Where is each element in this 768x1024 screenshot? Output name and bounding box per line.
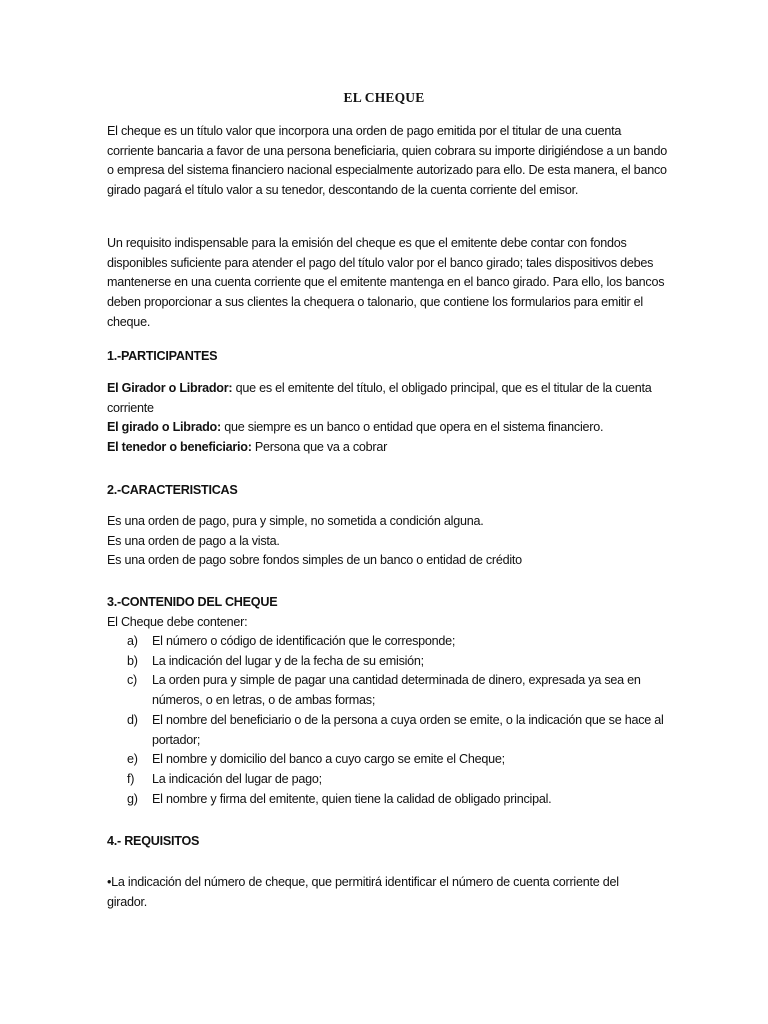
- list-marker: b): [127, 653, 138, 668]
- contenido-list: [107, 632, 667, 809]
- caracteristica-line: Es una orden de pago a la vista.: [107, 533, 280, 548]
- caracteristicas-heading: 2.-CARACTERISTICAS: [107, 483, 238, 497]
- participante-term: El tenedor o beneficiario:: [107, 440, 252, 455]
- contenido-item-text: El nombre del beneficiario o de la persona a cuya orden se emite, o la indicación que se hace al portador;: [152, 712, 664, 747]
- list-marker: d): [127, 712, 138, 727]
- contenido-item: [107, 711, 667, 750]
- participante-term: El Girador o Librador:: [107, 381, 233, 395]
- contenido-item: [107, 632, 667, 652]
- participantes-heading: 1.-PARTICIPANTES: [107, 349, 218, 363]
- contenido-item-text: La orden pura y simple de pagar una cantidad determinada de dinero, expresada ya sea en números, o en letras, o de ambas formas;: [152, 673, 641, 708]
- document-title: EL CHEQUE: [343, 90, 425, 105]
- contenido-item-text: El nombre y domicilio del banco a cuyo cargo se emite el Cheque;: [152, 752, 505, 767]
- contenido-intro: El Cheque debe contener:: [107, 615, 248, 629]
- contenido-item: [107, 671, 667, 710]
- bullet-icon: •: [107, 875, 112, 889]
- caracteristica-line: Es una orden de pago sobre fondos simples de un banco o entidad de crédito: [107, 553, 522, 568]
- contenido-item-text: La indicación del lugar y de la fecha de su emisión;: [152, 653, 424, 668]
- participante-desc: que siempre es un banco o entidad que opera en el sistema financiero.: [220, 420, 604, 435]
- participante-term: El girado o Librado:: [107, 420, 221, 435]
- contenido-item-text: La indicación del lugar de pago;: [152, 771, 322, 786]
- contenido-item: [107, 790, 667, 810]
- caracteristicas-list: [107, 512, 667, 571]
- participantes-list: [107, 379, 667, 458]
- contenido-item-text: El nombre y firma del emitente, quien tiene la calidad de obligado principal.: [152, 791, 552, 806]
- contenido-heading: 3.-CONTENIDO DEL CHEQUE: [107, 595, 278, 609]
- contenido-item: [107, 770, 667, 790]
- list-marker: c): [127, 673, 137, 688]
- participante-desc: Persona que va a cobrar: [251, 440, 388, 455]
- participante-tenedor: [107, 438, 667, 458]
- participante-girador: [107, 379, 667, 418]
- contenido-item: [107, 652, 667, 672]
- intro-paragraph-2: Un requisito indispensable para la emisión del cheque es que el emitente debe contar con fondos disponibles suficiente para atender el pago del título valor por el banco girado; tales dispositivos debes mantenerse en una cuenta corriente que el emitente mantenga en el banco girado. Para ello, los bancos deben proporcionar a sus clientes la chequera o talonario, que contiene los formularios para emitir el cheque.: [107, 236, 665, 329]
- participante-desc: que es el emitente del título, el obligado principal, que es el titular de la cuenta corriente: [107, 381, 652, 415]
- requisitos-heading: 4.- REQUISITOS: [107, 834, 200, 848]
- caracteristica-line: Es una orden de pago, pura y simple, no sometida a condición alguna.: [107, 514, 484, 528]
- intro-paragraph-1: El cheque es un título valor que incorpora una orden de pago emitida por el titular de una cuenta corriente bancaria a favor de una persona beneficiaria, quien cobrara su importe dirigiéndose a un bando o empresa del sistema financiero nacional especialmente autorizado para ello. De esta manera, el banco girado pagará el título valor a su tenedor, descontando de la cuenta corriente del emisor.: [107, 124, 667, 198]
- list-marker: g): [127, 791, 138, 806]
- requisitos-item: [107, 873, 647, 912]
- list-marker: a): [127, 634, 138, 648]
- contenido-item: [107, 750, 667, 770]
- contenido-item-text: El número o código de identificación que le corresponde;: [152, 634, 456, 648]
- list-marker: f): [127, 771, 135, 786]
- requisitos-item-text: La indicación del número de cheque, que permitirá identificar el número de cuenta corriente del girador.: [107, 875, 619, 909]
- participante-girado: [107, 418, 667, 438]
- list-marker: e): [127, 752, 138, 767]
